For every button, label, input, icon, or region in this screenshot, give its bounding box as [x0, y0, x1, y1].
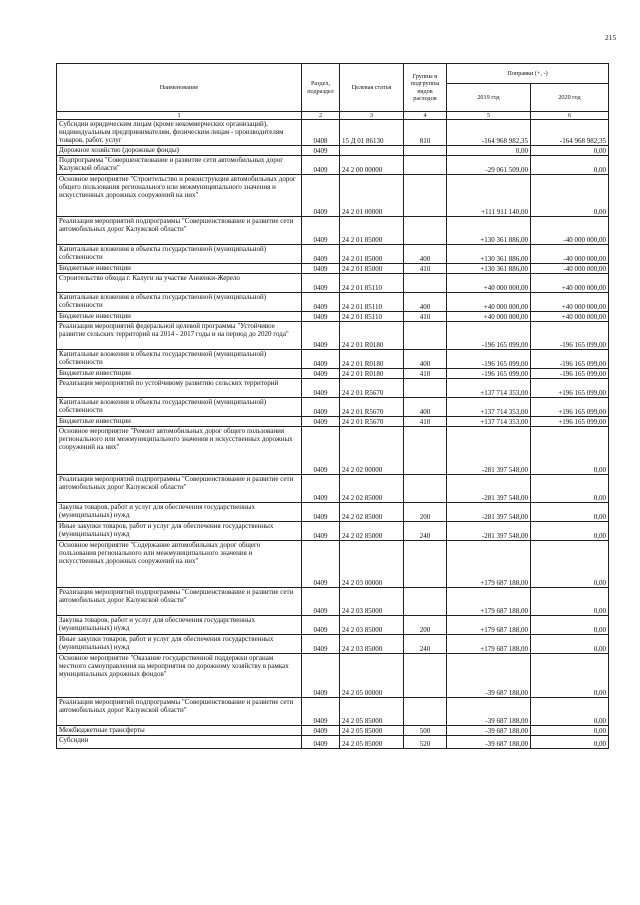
row-section: 0409	[302, 522, 340, 541]
row-group: 240	[404, 635, 447, 654]
table-row	[57, 616, 609, 635]
row-amount-2019: +130 361 886,00	[447, 217, 531, 245]
column-numbers-row	[57, 112, 609, 120]
table-row	[57, 379, 609, 398]
row-section: 0409	[302, 264, 340, 274]
row-section: 0408	[302, 120, 340, 146]
row-article: 24 2 05 85000	[340, 726, 404, 736]
row-amount-2020: 0,00	[531, 156, 609, 175]
column-number: 5	[447, 112, 531, 120]
row-name: Закупка товаров, работ и услуг для обеспечения государственных (муниципальных) нужд	[57, 503, 302, 522]
row-group	[404, 175, 447, 217]
row-name: Строительство обхода г. Калуги на участке Анненки-Жерело	[57, 274, 302, 293]
row-name: Бюджетные инвестиции	[57, 264, 302, 274]
row-article: 24 2 01 85110	[340, 312, 404, 322]
table-row	[57, 146, 609, 156]
row-amount-2019: +179 687 188,00	[447, 588, 531, 616]
row-name: Капитальные вложения в объекты государственной (муниципальной) собственности	[57, 350, 302, 369]
row-article: 15 Д 01 86130	[340, 120, 404, 146]
row-group: 810	[404, 120, 447, 146]
header-section: Раздел, подраздел	[302, 64, 340, 112]
row-group	[404, 156, 447, 175]
row-article: 24 2 03 85000	[340, 616, 404, 635]
row-group: 410	[404, 369, 447, 379]
row-group: 410	[404, 417, 447, 427]
row-amount-2020: 0,00	[531, 654, 609, 698]
table-row	[57, 503, 609, 522]
row-amount-2020: +196 165 099,00	[531, 398, 609, 417]
column-number: 3	[340, 112, 404, 120]
row-group	[404, 146, 447, 156]
row-section: 0409	[302, 369, 340, 379]
row-amount-2020: 0,00	[531, 541, 609, 588]
column-number: 1	[57, 112, 302, 120]
row-amount-2020: -40 000 000,00	[531, 264, 609, 274]
row-amount-2020: -196 165 099,00	[531, 350, 609, 369]
row-group: 500	[404, 726, 447, 736]
row-amount-2019: -196 165 099,00	[447, 322, 531, 350]
row-amount-2019: -196 165 099,00	[447, 350, 531, 369]
row-group: 400	[404, 245, 447, 264]
row-section: 0409	[302, 726, 340, 736]
row-article: 24 2 02 00000	[340, 427, 404, 475]
row-group: 200	[404, 616, 447, 635]
row-section: 0409	[302, 245, 340, 264]
table-row	[57, 369, 609, 379]
row-section: 0409	[302, 541, 340, 588]
row-name: Иные закупки товаров, работ и услуг для обеспечения государственных (муниципальных) нужд	[57, 522, 302, 541]
table-row	[57, 635, 609, 654]
header-amendments: Поправки (+, -)	[447, 64, 609, 84]
row-name: Основное мероприятие "Ремонт автомобильных дорог общего пользования регионального или межмуниципального значения и искусственных дорожных сооружений на них"	[57, 427, 302, 475]
row-section: 0409	[302, 616, 340, 635]
table-row	[57, 312, 609, 322]
row-amount-2019: +137 714 353,00	[447, 398, 531, 417]
row-name: Бюджетные инвестиции	[57, 312, 302, 322]
row-amount-2020: 0,00	[531, 635, 609, 654]
row-group: 520	[404, 736, 447, 749]
row-article: 24 2 03 85000	[340, 635, 404, 654]
row-amount-2019: -281 397 548,00	[447, 427, 531, 475]
row-name: Подпрограмма "Совершенствование и развитие сети автомобильных дорог Калужской области"	[57, 156, 302, 175]
row-article: 24 2 02 85000	[340, 503, 404, 522]
column-number: 4	[404, 112, 447, 120]
table-row	[57, 322, 609, 350]
row-amount-2019: -281 397 548,00	[447, 475, 531, 503]
table-row	[57, 217, 609, 245]
row-group	[404, 588, 447, 616]
row-amount-2020: 0,00	[531, 616, 609, 635]
table-row	[57, 427, 609, 475]
row-name: Основное мероприятие "Содержание автомобильных дорог общего пользования регионального или межмуниципального значения и искусственных дорожных сооружений на них"	[57, 541, 302, 588]
row-name: Межбюджетные трансферты	[57, 726, 302, 736]
row-amount-2019: -281 397 548,00	[447, 522, 531, 541]
row-group	[404, 217, 447, 245]
row-amount-2020: 0,00	[531, 698, 609, 726]
row-group: 240	[404, 522, 447, 541]
row-article: 24 2 01 00000	[340, 175, 404, 217]
row-group: 200	[404, 503, 447, 522]
row-amount-2020: -40 000 000,00	[531, 245, 609, 264]
row-amount-2019: +179 687 188,00	[447, 616, 531, 635]
row-section: 0409	[302, 635, 340, 654]
row-article	[340, 146, 404, 156]
row-group	[404, 322, 447, 350]
row-amount-2019: -164 968 982,35	[447, 120, 531, 146]
row-group: 410	[404, 264, 447, 274]
header-article: Целевая статья	[340, 64, 404, 112]
row-section: 0409	[302, 427, 340, 475]
column-number: 6	[531, 112, 609, 120]
row-group: 400	[404, 398, 447, 417]
row-amount-2019: +111 911 140,00	[447, 175, 531, 217]
row-section: 0409	[302, 156, 340, 175]
row-article: 24 2 01 R5670	[340, 417, 404, 427]
row-amount-2019: -196 165 099,00	[447, 369, 531, 379]
row-section: 0409	[302, 654, 340, 698]
header-groups: Группы и подгруппы видов расходов	[404, 64, 447, 112]
row-amount-2020: 0,00	[531, 588, 609, 616]
header-year-2019: 2019 год	[447, 84, 531, 112]
row-name: Капитальные вложения в объекты государственной (муниципальной) собственности	[57, 293, 302, 312]
budget-amendments-table	[56, 63, 609, 749]
table-row	[57, 293, 609, 312]
row-amount-2020: +40 000 000,00	[531, 312, 609, 322]
row-name: Субсидии	[57, 736, 302, 749]
row-article: 24 2 01 85000	[340, 264, 404, 274]
row-group	[404, 475, 447, 503]
table-row	[57, 726, 609, 736]
row-section: 0409	[302, 312, 340, 322]
table-row	[57, 736, 609, 749]
row-article: 24 2 01 85110	[340, 293, 404, 312]
row-amount-2019: -39 687 188,00	[447, 654, 531, 698]
row-amount-2019: +130 361 886,00	[447, 245, 531, 264]
row-amount-2019: -29 061 509,00	[447, 156, 531, 175]
row-group	[404, 274, 447, 293]
row-article: 24 2 01 R5670	[340, 398, 404, 417]
row-amount-2019: -39 687 188,00	[447, 736, 531, 749]
row-section: 0409	[302, 274, 340, 293]
table-row	[57, 245, 609, 264]
row-name: Реализация мероприятий по устойчивому развитию сельских территорий	[57, 379, 302, 398]
header-name: Наименование	[57, 64, 302, 112]
row-article: 24 2 03 00000	[340, 541, 404, 588]
row-amount-2019: +40 000 000,00	[447, 312, 531, 322]
row-name: Реализация мероприятий федеральной целевой программы "Устойчивое развитие сельских территорий на 2014 - 2017 годы и на период до 2020 года"	[57, 322, 302, 350]
row-group	[404, 427, 447, 475]
table-row	[57, 398, 609, 417]
row-amount-2019: +137 714 353,00	[447, 379, 531, 398]
table-row	[57, 541, 609, 588]
row-amount-2019: +40 000 000,00	[447, 274, 531, 293]
row-section: 0409	[302, 146, 340, 156]
row-article: 24 2 01 85110	[340, 274, 404, 293]
row-section: 0409	[302, 736, 340, 749]
table-row	[57, 588, 609, 616]
row-amount-2019: -39 687 188,00	[447, 726, 531, 736]
row-name: Субсидии юридическим лицам (кроме некоммерческих организаций), индивидуальным предпринимателям, физическим лицам - производителям товаров, работ, услуг	[57, 120, 302, 146]
row-amount-2019: +130 361 886,00	[447, 264, 531, 274]
row-section: 0409	[302, 175, 340, 217]
row-group	[404, 698, 447, 726]
row-group: 400	[404, 293, 447, 312]
row-name: Бюджетные инвестиции	[57, 417, 302, 427]
row-article: 24 2 05 85000	[340, 736, 404, 749]
table-row	[57, 274, 609, 293]
row-amount-2020: -164 968 982,35	[531, 120, 609, 146]
row-section: 0409	[302, 398, 340, 417]
row-amount-2020: +196 165 099,00	[531, 417, 609, 427]
row-article: 24 2 01 R0180	[340, 369, 404, 379]
row-group	[404, 654, 447, 698]
row-amount-2019: -39 687 188,00	[447, 698, 531, 726]
row-name: Бюджетные инвестиции	[57, 369, 302, 379]
row-article: 24 2 01 R0180	[340, 350, 404, 369]
table-row	[57, 120, 609, 146]
page-number: 215	[605, 33, 617, 42]
row-group: 410	[404, 312, 447, 322]
header-year-2020: 2020 год	[531, 84, 609, 112]
row-amount-2020: -196 165 099,00	[531, 322, 609, 350]
row-article: 24 2 01 R5670	[340, 379, 404, 398]
row-name: Реализация мероприятий подпрограммы "Совершенствование и развитие сети автомобильных дорог Калужской области"	[57, 217, 302, 245]
row-article: 24 2 01 R0180	[340, 322, 404, 350]
row-section: 0409	[302, 475, 340, 503]
row-amount-2019: -281 397 548,00	[447, 503, 531, 522]
row-amount-2020: +196 165 099,00	[531, 379, 609, 398]
row-amount-2020: 0,00	[531, 175, 609, 217]
row-amount-2019: 0,00	[447, 146, 531, 156]
row-name: Капитальные вложения в объекты государственной (муниципальной) собственности	[57, 398, 302, 417]
row-article: 24 2 01 85000	[340, 217, 404, 245]
row-article: 24 2 02 85000	[340, 522, 404, 541]
row-name: Дорожное хозяйство (дорожные фонды)	[57, 146, 302, 156]
table-row	[57, 698, 609, 726]
row-article: 24 2 05 00000	[340, 654, 404, 698]
row-amount-2020: 0,00	[531, 736, 609, 749]
row-article: 24 2 05 85000	[340, 698, 404, 726]
row-name: Иные закупки товаров, работ и услуг для обеспечения государственных (муниципальных) нужд	[57, 635, 302, 654]
row-amount-2019: +179 687 188,00	[447, 541, 531, 588]
row-name: Основное мероприятие "Оказание государственной поддержки органам местного самоуправления на мероприятия по дорожному хозяйству в рамках муниципальных дорожных фондов"	[57, 654, 302, 698]
row-amount-2020: +40 000 000,00	[531, 293, 609, 312]
row-amount-2020: 0,00	[531, 726, 609, 736]
row-name: Реализация мероприятий подпрограммы "Совершенствование и развитие сети автомобильных дорог Калужской области"	[57, 475, 302, 503]
table-row	[57, 156, 609, 175]
row-section: 0409	[302, 588, 340, 616]
row-name: Реализация мероприятий подпрограммы "Совершенствование и развитие сети автомобильных дорог Калужской области"	[57, 588, 302, 616]
row-article: 24 2 00 00000	[340, 156, 404, 175]
row-amount-2019: +40 000 000,00	[447, 293, 531, 312]
row-article: 24 2 01 85000	[340, 245, 404, 264]
row-amount-2019: +179 687 188,00	[447, 635, 531, 654]
table-row	[57, 264, 609, 274]
table-row	[57, 175, 609, 217]
row-section: 0409	[302, 417, 340, 427]
row-name: Основное мероприятие "Строительство и реконструкция автомобильных дорог общего пользования регионального или межмуниципального значения и искусственных дорожных сооружений на них"	[57, 175, 302, 217]
row-section: 0409	[302, 322, 340, 350]
column-number: 2	[302, 112, 340, 120]
row-name: Реализация мероприятий подпрограммы "Совершенствование и развитие сети автомобильных дорог Калужской области"	[57, 698, 302, 726]
row-amount-2020: 0,00	[531, 427, 609, 475]
table-row	[57, 654, 609, 698]
row-group	[404, 379, 447, 398]
row-section: 0409	[302, 350, 340, 369]
row-amount-2020: 0,00	[531, 146, 609, 156]
row-article: 24 2 02 85000	[340, 475, 404, 503]
row-section: 0409	[302, 379, 340, 398]
table-row	[57, 522, 609, 541]
row-name: Закупка товаров, работ и услуг для обеспечения государственных (муниципальных) нужд	[57, 616, 302, 635]
row-amount-2020: +40 000 000,00	[531, 274, 609, 293]
row-amount-2020: -196 165 099,00	[531, 369, 609, 379]
row-amount-2020: 0,00	[531, 503, 609, 522]
row-name: Капитальные вложения в объекты государственной (муниципальной) собственности	[57, 245, 302, 264]
row-article: 24 2 03 85000	[340, 588, 404, 616]
row-amount-2020: -40 000 000,00	[531, 217, 609, 245]
table-row	[57, 350, 609, 369]
row-amount-2020: 0,00	[531, 475, 609, 503]
row-section: 0409	[302, 503, 340, 522]
table-row	[57, 417, 609, 427]
row-section: 0409	[302, 217, 340, 245]
row-amount-2020: 0,00	[531, 522, 609, 541]
row-group: 400	[404, 350, 447, 369]
row-group	[404, 541, 447, 588]
row-section: 0409	[302, 698, 340, 726]
table-row	[57, 475, 609, 503]
row-amount-2019: +137 714 353,00	[447, 417, 531, 427]
row-section: 0409	[302, 293, 340, 312]
